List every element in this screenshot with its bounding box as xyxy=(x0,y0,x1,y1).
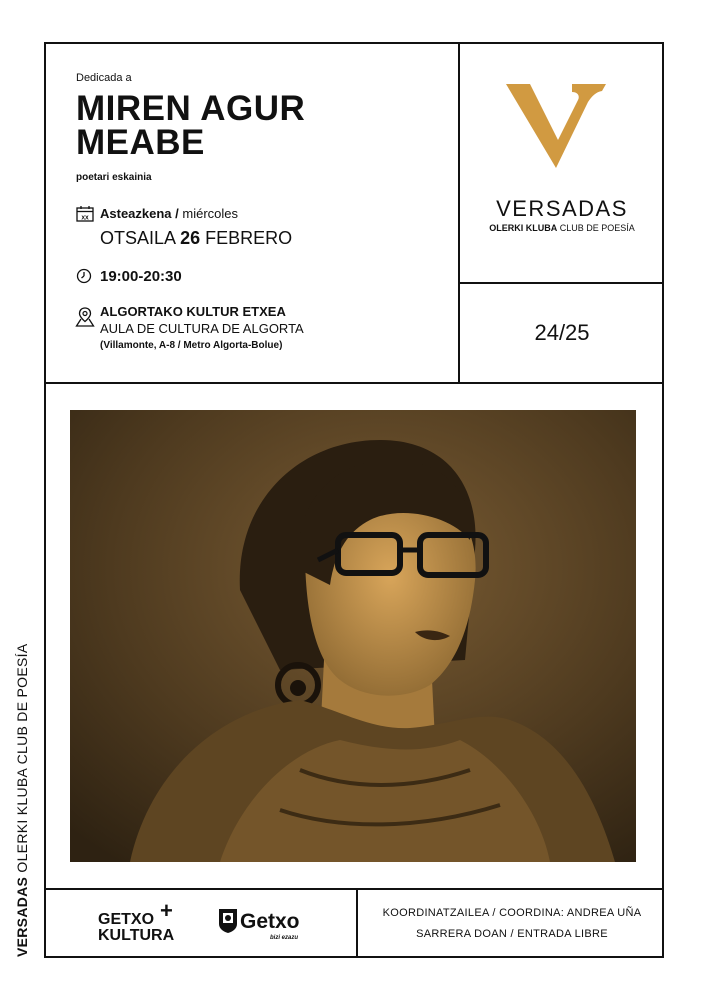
venue-name-es: AULA DE CULTURA DE ALGORTA xyxy=(100,321,304,336)
footer-top-divider xyxy=(44,888,664,890)
getxo-kultura-plus: + xyxy=(160,898,173,923)
brand-subtitle: OLERKI KLUBA CLUB DE POESÍA xyxy=(489,223,635,233)
poet-portrait-photo xyxy=(70,410,636,862)
event-date: OTSAILA 26 FEBRERO xyxy=(100,228,293,248)
header-bottom-divider xyxy=(44,382,664,384)
calendar-icon xyxy=(76,206,94,222)
side-vertical-label: VERSADAS OLERKI KLUBA CLUB DE POESÍA xyxy=(14,643,30,957)
poet-name-line1: MIREN AGUR xyxy=(76,89,306,128)
venue-address: (Villamonte, A-8 / Metro Algorta-Bolue) xyxy=(100,340,283,351)
season-label: 24/25 xyxy=(534,320,590,345)
versadas-v-logo xyxy=(506,84,606,168)
brand-title: VERSADAS xyxy=(496,196,628,221)
header-divider-vertical xyxy=(458,42,460,384)
getxo-kultura-line1: GETXO xyxy=(98,911,155,928)
clock-icon xyxy=(76,268,92,284)
poet-name-line2: MEABE xyxy=(76,123,205,162)
event-time: 19:00-20:30 xyxy=(100,268,182,285)
calendar-icon-text: XX xyxy=(81,215,89,222)
venue-name-eu: ALGORTAKO KULTUR ETXEA xyxy=(100,304,286,319)
dedication-subtitle: poetari eskainia xyxy=(76,172,152,183)
footer-divider-vertical xyxy=(356,888,358,958)
event-day: Asteazkena / miércoles xyxy=(100,206,239,221)
dedicated-label: Dedicada a xyxy=(76,72,132,84)
poet-name xyxy=(76,89,306,162)
getxo-shield-icon xyxy=(218,908,238,934)
getxo-logo-word: Getxo xyxy=(240,910,300,933)
entry-info: SARRERA DOAN / ENTRADA LIBRE xyxy=(416,928,608,940)
getxo-kultura-line2: KULTURA xyxy=(98,927,175,944)
coordinator-credit: KOORDINATZAILEA / COORDINA: ANDREA UÑA xyxy=(382,907,642,919)
brand-season-divider xyxy=(458,282,664,284)
getxo-logo-tagline: bizi ezazu xyxy=(270,935,299,941)
map-pin-icon xyxy=(75,306,95,328)
